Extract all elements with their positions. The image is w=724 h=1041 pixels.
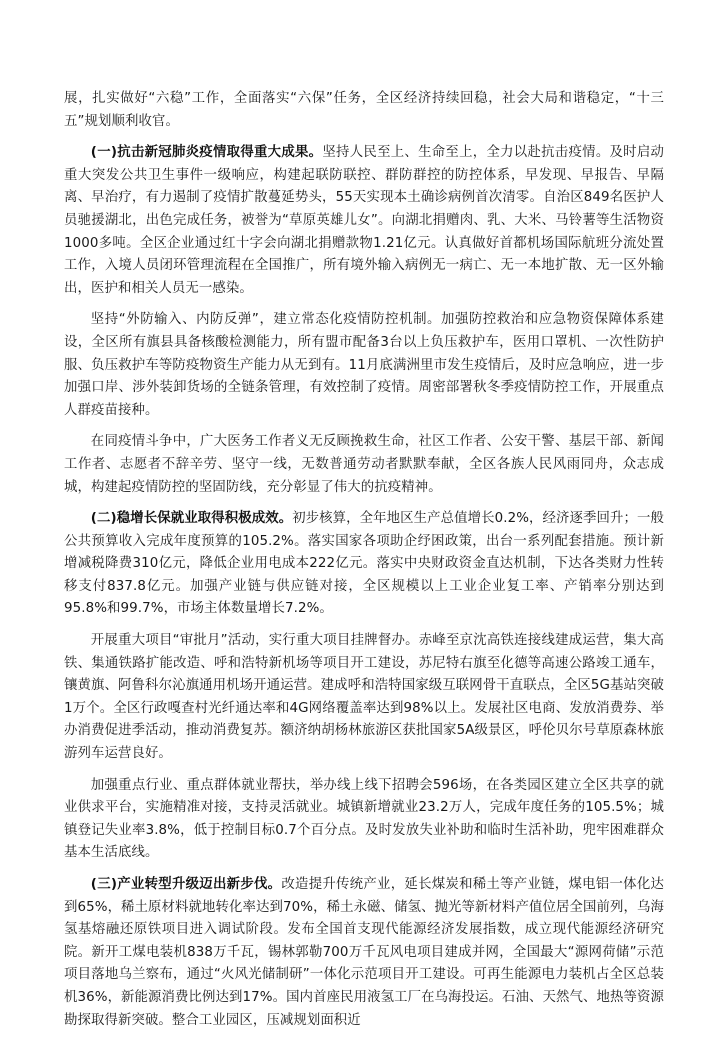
paragraph-text: 开展重大项目“审批月”活动，实行重大项目挂牌督办。赤峰至京沈高铁连接线建成运营，集大高铁、集通铁路扩能改造、呼和浩特新机场等项目开工建设，苏尼特右旗至化德等高速公路竣工通车，镶黄旗、阿鲁科尔沁旗通用机场开通运营。建成呼和浩特国家级互联网骨干直联点，全区5G基站突破1万个。全区行政嘎查村光纤通达率和4G网络覆盖率达到98%以上。发展社区电商、发放消费券、举办消费促进季活动，推动消费复苏。额济纳胡杨林旅游区获批国家5A级景区，呼伦贝尔号草原森林旅游列车运营良好。 xyxy=(64,633,664,762)
paragraph-text: 坚持人民至上、生命至上，全力以赴抗击疫情。及时启动重大突发公共卫生事件一级响应，构建起联防联控、群防群控的防控体系，早发现、早报告、早隔离、早治疗，有力遏制了疫情扩散蔓延势头，55天实现本土确诊病例首次清零。自治区849名医护人员驰援湖北，出色完成任务，被誉为“草原英雄儿女”。向湖北捐赠肉、乳、大米、马铃薯等生活物资1000多吨。全区企业通过红十字会向湖北捐赠款物1.21亿元。认真做好首都机场国际航班分流处置工作，入境人员闭环管理流程在全国推广，所有境外输入病例无一病亡、无一本地扩散、无一区外输出，医护和相关人员无一感染。 xyxy=(64,145,665,296)
paragraph xyxy=(64,630,664,766)
section-heading-growth: (二)稳增长保就业取得积极成效。 xyxy=(90,511,293,527)
paragraph-text: 坚持“外防输入、内防反弹”，建立常态化疫情防控机制。加强防控救治和应急物资保障体系建设，全区所有旗县具备核酸检测能力，所有盟市配备3台以上负压救护车，医用口罩机、一次性防护服、负压救护车等防疫物资生产能力从无到有。11月底满洲里市发生疫情后，及时应急响应，进一步加强口岸、涉外装卸货场的全链条管理，有效控制了疫情。周密部署秋冬季疫情防控工作，开展重点人群疫苗接种。 xyxy=(64,312,664,418)
paragraph-text: 初步核算，全年地区生产总值增长0.2%，经济逐季回升；一般公共预算收入完成年度预算的105.2%。落实国家各项助企纾困政策，出台一系列配套措施。预计新增减税降费310亿元，降低企业用电成本222亿元。落实中央财政资金直达机制，下达各类财力性转移支付837.8亿元。加强产业链与供应链对接，全区规模以上工业企业复工率、产销率分别达到95.8%和99.7%，市场主体数量增长7.2%。 xyxy=(64,511,664,617)
section-growth-paragraph xyxy=(64,508,664,621)
document-page xyxy=(64,88,664,1041)
paragraph xyxy=(64,309,664,422)
paragraph-text: 在同疫情斗争中，广大医务工作者义无反顾挽救生命，社区工作者、公安干警、基层干部、新闻工作者、志愿者不辞辛劳、坚守一线，无数普通劳动者默默奉献，全区各族人民风雨同舟，众志成城，构建起疫情防控的坚固防线，充分彰显了伟大的抗疫精神。 xyxy=(64,434,664,495)
paragraph xyxy=(64,775,664,865)
section-industry-paragraph xyxy=(64,874,664,1032)
section-epidemic-paragraph xyxy=(64,142,664,300)
paragraph-text: 加强重点行业、重点群体就业帮扶，举办线上线下招聘会596场，在各类园区建立全区共享的就业供求平台，实施精准对接，支持灵活就业。城镇新增就业23.2万人，完成年度任务的105.5%；城镇登记失业率3.8%，低于控制目标0.7个百分点。及时发放失业补助和临时生活补助，兜牢困难群众基本生活底线。 xyxy=(64,777,664,861)
paragraph xyxy=(64,431,664,499)
section-heading-industry: (三)产业转型升级迈出新步伐。 xyxy=(90,877,282,892)
section-heading-epidemic: (一)抗击新冠肺炎疫情取得重大成果。 xyxy=(90,145,323,161)
paragraph-text: 展，扎实做好“六稳”工作，全面落实“六保”任务，全区经济持续回稳，社会大局和谐稳定，“十三五”规划顺利收官。 xyxy=(64,91,664,129)
paragraph-text: 改造提升传统产业，延长煤炭和稀土等产业链，煤电铝一体化达到65%，稀土原材料就地转化率达到70%，稀土永磁、储氢、抛光等新材料产值位居全国前列，乌海氢基熔融还原铁项目进入调试阶段。发布全国首支现代能源经济发展指数，成立现代能源经济研究院。新开工煤电装机838万千瓦，锡林郭勒700万千瓦风电项目建成并网，全国最大“源网荷储”示范项目落地乌兰察布，通过“火风光储制研”一体化示范项目开工建设。可再生能源电力装机占全区总装机36%，新能源消费比例达到17%。国内首座民用液氢工厂在乌海投运。石油、天然气、地热等资源勘探取得新突破。整合工业园区，压减规划面积近 xyxy=(64,877,664,1028)
paragraph-continuation xyxy=(64,88,664,133)
